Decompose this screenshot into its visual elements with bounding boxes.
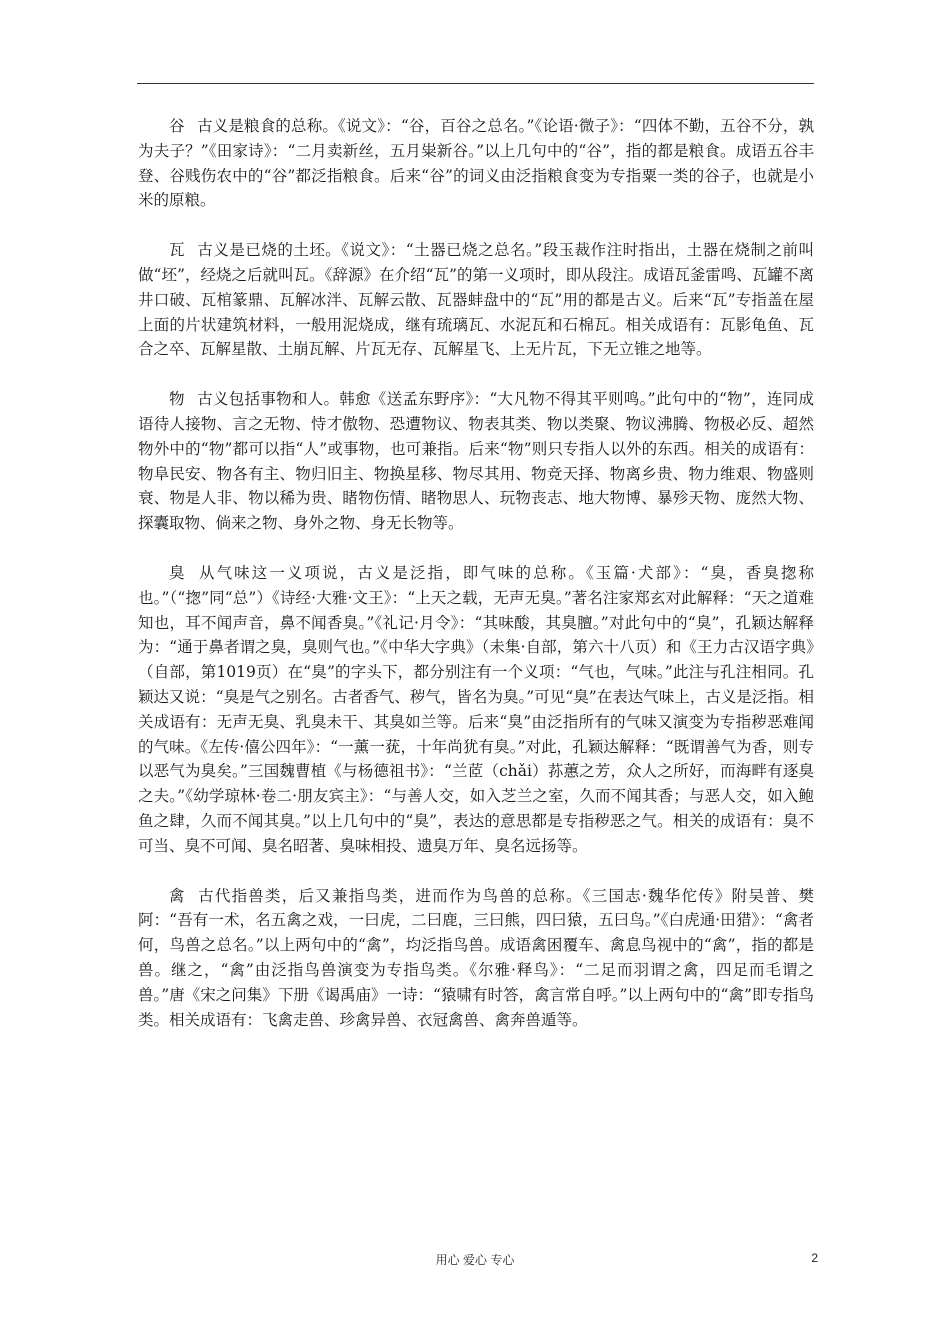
paragraph-wu xyxy=(138,387,814,536)
paragraph-text: 古义是粮食的总称。《说文》：“谷，百谷之总名。”《论语·微子》：“四体不勤，五谷不分，孰为夫子？”《田家诗》：“二月卖新丝，五月粜新谷。”以上几句中的“谷”，指的都是粮食。成语五谷丰登、谷贱伤农中的“谷”都泛指粮食。后来“谷”的词义由泛指粮食变为专指粟一类的谷子，也就是小米的原粮。 xyxy=(138,117,814,210)
paragraph-text: 从气味这一义项说，古义是泛指，即气味的总称。《玉篇·犬部》：“臭，香臭揔称也。”（“揔”同“总”）《诗经·大雅·文王》：“上天之载，无声无臭。”著名注家郑玄对此解释：“天之道难知也，耳不闻声音，鼻不闻香臭。”《礼记·月令》：“其味酸，其臭膻。”对此句中的“臭”，孔颖达解释为：“通于鼻者谓之臭，臭则气也。”《中华大字典》（未集·自部，第六十八页）和《王力古汉语字典》（自部，第1019页）在“臭”的字头下，都分别注有一个义项：“气也，气味。”此注与孔注相同。孔颖达又说：“臭是气之别名。古者香气、秽气，皆名为臭。”可见“臭”在表达气味上，古义是泛指。相关成语有：无声无臭、乳臭未干、其臭如兰等。后来“臭”由泛指所有的气味又演变为专指秽恶难闻的气味。《左传·僖公四年》：“一薰一莸，十年尚犹有臭。”对此，孔颖达解释：“既谓善气为香，则专以恶气为臭矣。”三国魏曹植《与杨德祖书》：“兰茝（chǎi）荪蕙之芳，众人之所好，而海畔有逐臭之夫。”《幼学琼林·卷二·朋友宾主》：“与善人交，如入芝兰之室，久而不闻其香；与恶人交，如入鲍鱼之肆，久而不闻其臭。”以上几句中的“臭”，表达的意思都是专指秽恶之气。相关的成语有：臭不可当、臭不可闻、臭名昭著、臭味相投、遗臭万年、臭名远扬等。 xyxy=(138,563,814,855)
footer-motto: 用心 爱心 专心 xyxy=(435,1253,515,1267)
header-rule xyxy=(137,83,814,84)
paragraph-qin xyxy=(138,884,814,1033)
paragraph-term: 禽 xyxy=(169,886,186,905)
paragraph-xiu xyxy=(138,561,814,859)
page-number: 2 xyxy=(811,1251,818,1265)
paragraph-text: 古义是已烧的土坯。《说文》：“土器已烧之总名。”段玉裁作注时指出，土器在烧制之前叫做“坯”，经烧之后就叫瓦。《辞源》在介绍“瓦”的第一义项时，即从段注。成语瓦釜雷鸣、瓦罐不离井口破、瓦棺篆鼎、瓦解冰泮、瓦解云散、瓦器蚌盘中的“瓦”用的都是古义。后来“瓦”专指盖在屋上面的片状建筑材料，一般用泥烧成，继有琉璃瓦、水泥瓦和石棉瓦。相关成语有：瓦影龟鱼、瓦合之卒、瓦解星散、土崩瓦解、片瓦无存、瓦解星飞、上无片瓦，下无立锥之地等。 xyxy=(138,241,814,359)
page-footer xyxy=(0,1251,950,1271)
paragraph-gu xyxy=(138,114,814,213)
paragraph-term: 谷 xyxy=(169,117,185,135)
paragraph-wa xyxy=(138,238,814,362)
paragraph-term: 臭 xyxy=(169,563,187,582)
paragraph-term: 瓦 xyxy=(169,241,185,260)
paragraph-text: 古义包括事物和人。韩愈《送孟东野序》：“大凡物不得其平则鸣。”此句中的“物”，连同成语待人接物、言之无物、恃才傲物、恐遭物议、物表其类、物以类聚、物议沸腾、物极必反、超然物外中的“物”都可以指“人”或事物，也可兼指。后来“物”则只专指人以外的东西。相关的成语有：物阜民安、物各有主、物归旧主、物换星移、物尽其用、物竞天择、物离乡贵、物力维艰、物盛则衰、物是人非、物以稀为贵、睹物伤情、睹物思人、玩物丧志、地大物博、暴殄天物、庞然大物、探囊取物、倘来之物、身外之物、身无长物等。 xyxy=(138,390,814,533)
document-body xyxy=(138,114,814,1057)
paragraph-text: 古代指兽类，后又兼指鸟类，进而作为鸟兽的总称。《三国志·魏华佗传》附吴普、樊阿：“吾有一术，名五禽之戏，一曰虎，二曰鹿，三曰熊，四曰猿，五曰鸟。”《白虎通·田猎》：“禽者何，鸟兽之总名。”以上两句中的“禽”，均泛指鸟兽。成语禽困覆车、禽息鸟视中的“禽”，指的都是兽。继之，“禽”由泛指鸟兽演变为专指鸟类。《尔雅·释鸟》：“二足而羽谓之禽，四足而毛谓之兽。”唐《宋之问集》下册《谒禹庙》一诗：“猿啸有时答，禽言常自呼。”以上两句中的“禽”即专指鸟类。相关成语有：飞禽走兽、珍禽异兽、衣冠禽兽、禽奔兽遁等。 xyxy=(138,886,814,1029)
paragraph-term: 物 xyxy=(169,390,185,409)
